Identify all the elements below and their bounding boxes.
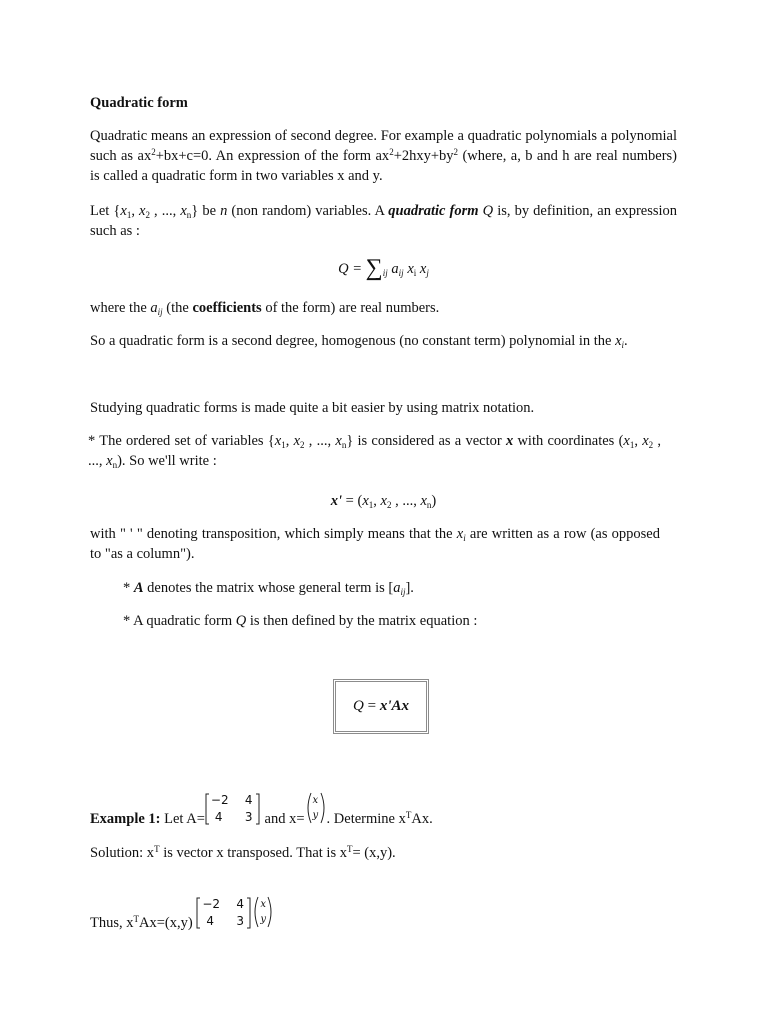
- bullet-vector: * The ordered set of variables {$x_1$, $x_2$ , ..., $x_n$} is considered as a vector x with coordinates ($x_1$, $x_2$ , ..., $x_n$). So we'll write :: [88, 433, 662, 470]
- summary-line: So a quadratic form is a second degree, homogenous (no constant term) polynomial in the $x_i$.: [90, 333, 628, 350]
- boxed-formula: Q = x'Ax: [333, 679, 429, 734]
- vector-x-r1: x: [260, 899, 266, 910]
- sum-formula: $Q = \sum_{ij}$ $a_{ij}$ $x_i$ $x_j$: [338, 255, 429, 281]
- intro-paragraph: Quadratic means an expression of second degree. For example a quadratic polynomials a polynomial such as $ax^2+bx+c=0$. An expression of the form $ax^2+2hxy+by^2$ (where, a, b and h are real numbers) is called a quadratic form in two variables x and y.: [90, 128, 677, 184]
- thus-line: Thus, $x^TAx=(x,y)$ −2 4 4 3 x y: [90, 895, 677, 933]
- transpose-formula: $x' = (x_1$, $x_2$ , ..., $x_n$): [330, 493, 437, 510]
- matrix-a: [205, 792, 261, 826]
- solution-line: Solution: $x^T$ is vector x transposed. That is $x^T= (x,y)$.: [90, 844, 396, 861]
- vector-x-thus: [252, 895, 274, 929]
- matrix-a-r2c1: 4: [214, 810, 223, 824]
- section-heading: Quadratic form: [90, 95, 188, 111]
- matrix-intro: Studying quadratic forms is made quite a bit easier by using matrix notation.: [90, 400, 535, 416]
- matrix-a-r2c1: 4: [206, 914, 214, 928]
- matrix-a-r2c2: 3: [244, 810, 253, 824]
- definition-paragraph: Let {$x_1$, $x_2$ , ..., $x_n$} be n (non random) variables. A quadratic form Q is, by definition, an expression such as :: [90, 203, 678, 239]
- transpose-note: with " ' " denoting transposition, which simply means that the $x_i$ are written as a row (as opposed to "as a column").: [90, 526, 660, 562]
- bullet-matrix-A: * A denotes the matrix whose general term is $[a_{ij}]$.: [123, 580, 414, 597]
- example-1: Example 1: Let A= −2 4 4 3 and x= x y . Determine $x^TAx$.: [90, 791, 677, 829]
- vector-x-r2: y: [260, 914, 266, 925]
- matrix-a-r1c2: 4: [244, 793, 253, 807]
- matrix-a-thus: [196, 896, 252, 930]
- bullet-matrix-equation: * A quadratic form Q is then defined by the matrix equation :: [123, 613, 478, 629]
- vector-x-r2: y: [312, 810, 319, 821]
- matrix-a-r1c1: −2: [202, 897, 221, 911]
- coefficients-line: where the $a_{ij}$ (the coefficients of the form) are real numbers.: [90, 300, 440, 317]
- matrix-a-r1c2: 4: [236, 897, 244, 911]
- vector-x: [305, 791, 327, 825]
- matrix-a-r2c2: 3: [236, 914, 244, 928]
- vector-x-r1: x: [312, 795, 319, 806]
- matrix-a-r1c1: −2: [210, 793, 229, 807]
